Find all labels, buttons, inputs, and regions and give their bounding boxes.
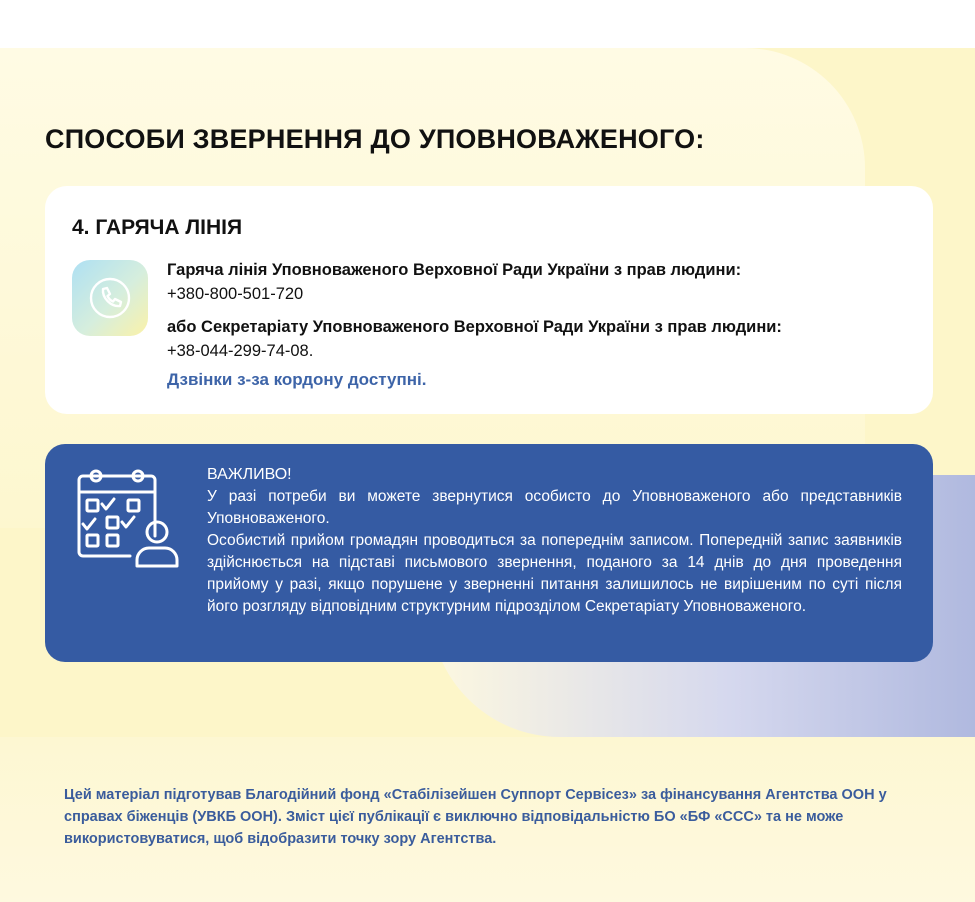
important-paragraph-2: Особистий прийом громадян проводиться за попереднім записом. Попередній запис заявників здійснюється на підставі письмового звернення, поданого за 14 днів до дня проведення прийому у разі, якщо порушене у зверненні питання залишилось не вирішеним по суті після його розгляду відповідним структурним підрозділом Секретаріату Уповноваженого. [207, 532, 902, 615]
secretariat-hotline-number[interactable]: +38-044-299-74-08. [167, 342, 314, 360]
background-top-band [0, 0, 975, 48]
hotline-heading: 4. ГАРЯЧА ЛІНІЯ [72, 216, 243, 239]
important-card [45, 444, 933, 662]
important-heading: ВАЖЛИВО! [207, 466, 292, 483]
phone-icon [72, 260, 148, 336]
primary-hotline-number[interactable]: +380-800-501-720 [167, 285, 304, 303]
important-paragraph-1: У разі потреби ви можете звернутися особисто до Уповноваженого або представників Уповноваженого. [207, 488, 902, 527]
hotline-card [45, 186, 933, 414]
important-text [207, 464, 902, 618]
footer-disclaimer: Цей матеріал підготував Благодійний фонд «Стабілізейшен Суппорт Сервісез» за фінансування Агентства ООН у справах біженців (УВКБ ООН). Зміст цієї публікації є виключно відповідальністю БО «БФ «ССС» та не може використовуватися, щоб відобразити точку зору Агентства. [64, 787, 887, 847]
primary-hotline-label: Гаряча лінія Уповноваженого Верховної Ради України з прав людини: [167, 261, 742, 279]
calendar-person-icon [75, 466, 185, 576]
page-title: СПОСОБИ ЗВЕРНЕННЯ ДО УПОВНОВАЖЕНОГО: [45, 124, 705, 154]
hotline-details [167, 258, 917, 390]
secretariat-hotline-label: або Секретаріату Уповноваженого Верховної Ради України з прав людини: [167, 318, 782, 336]
abroad-calls-note: Дзвінки з-за кордону доступні. [167, 370, 427, 389]
